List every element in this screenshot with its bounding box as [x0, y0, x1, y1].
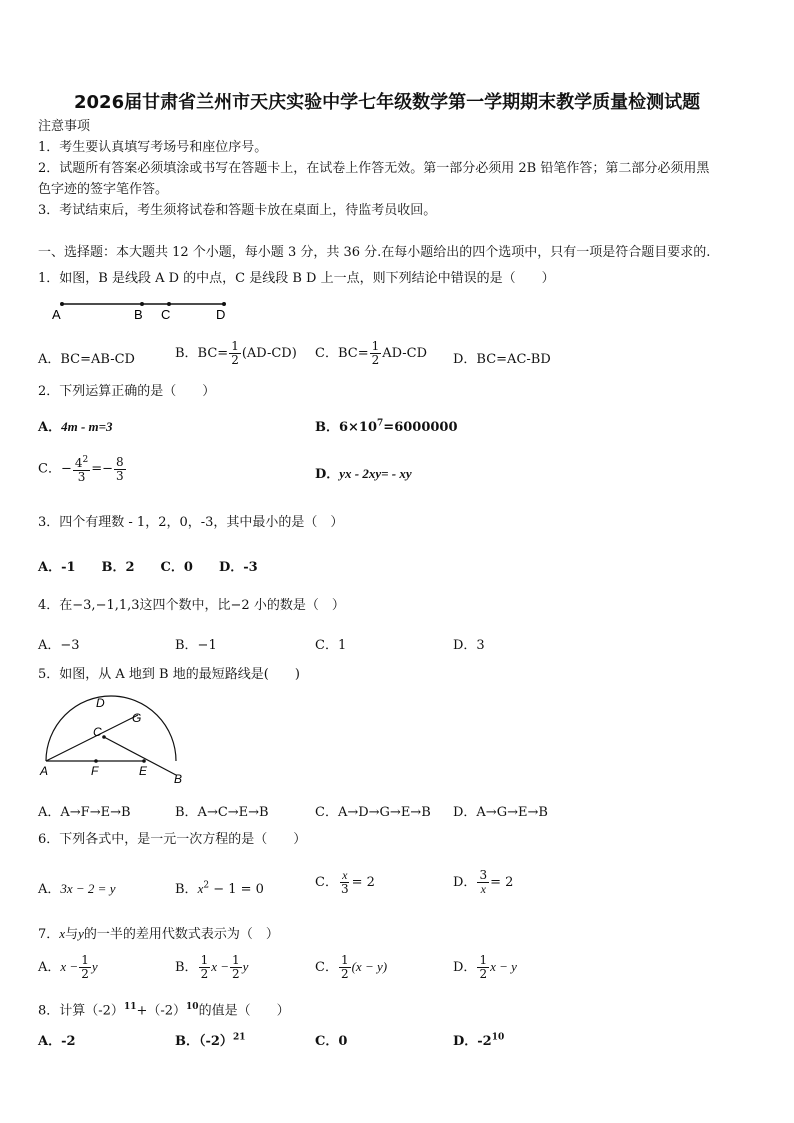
q7-option-d: D． $\frac{1}{2}$ x − y — [453, 953, 517, 981]
question-4-stem: 4．在−3,−1,1,3这四个数中，比−2 小的数是（ ） — [38, 598, 345, 613]
question-2-stem: 2．下列运算正确的是（ ） — [38, 384, 216, 399]
q8-option-d: D．$-2^{10}$ — [453, 1032, 505, 1049]
q5-option-b: B．A→C→E→B — [175, 805, 269, 820]
q4-option-b: B．−1 — [175, 638, 217, 653]
q8-option-a: A．-2 — [38, 1034, 76, 1049]
q2-option-d: D．yx - 2xy= - xy — [315, 466, 412, 482]
q8-option-b: B．$(-2)^{21}$ — [175, 1032, 246, 1049]
q1-option-a: A．BC=AB-CD — [38, 352, 135, 367]
semicircle-route-diagram — [36, 695, 196, 787]
point-label-g: G — [132, 711, 142, 725]
page-title: 2026届甘肃省兰州市天庆实验中学七年级数学第一学期期末教学质量检测试题 — [74, 92, 701, 113]
point-label-b: B — [174, 772, 183, 786]
q5-option-d: D．A→G→E→B — [453, 805, 548, 820]
section-heading: 一、选择题：本大题共 12 个小题，每小题 3 分，共 36 分.在每小题给出的四个选项中，只有一项是符合题目要求的. — [38, 245, 711, 260]
q7-option-a: A．x − $\frac{1}{2}$ y — [38, 953, 98, 981]
notice-item-2-cont: 色字迹的签字笔作答。 — [38, 182, 169, 197]
point-label-b: B — [134, 307, 143, 322]
question-5-stem: 5．如图，从 A 地到 B 地的最短路线是( ) — [38, 667, 300, 682]
question-3-stem: 3．四个有理数 - 1，2，0，-3，其中最小的是（ ） — [38, 515, 344, 530]
point-label-d: D — [216, 307, 226, 322]
q1-option-b: B．BC= $\frac{1}{2}$ (AD-CD) — [175, 339, 297, 367]
point-label-f: F — [91, 764, 99, 778]
point-label-e: E — [139, 764, 148, 778]
notice-item-1: 1．考生要认真填写考场号和座位序号。 — [38, 140, 268, 155]
q6-option-b: B．$x^2 - 1 = 0$ — [175, 880, 264, 897]
point-label-c: C — [161, 307, 171, 322]
question-8-stem: 8．计算$(-2)^{11}+(-2)^{10}$的值是（ ） — [38, 1002, 290, 1019]
point-label-d: D — [96, 696, 105, 710]
q4-option-a: A．−3 — [38, 638, 80, 653]
q8-option-c: C．0 — [315, 1034, 348, 1049]
q3-options: A．-1 B．2 C．0 D．-3 — [38, 560, 258, 575]
q6-option-d: D． $\frac{3}{x}$ = 2 — [453, 868, 514, 896]
q1-option-c: C．BC= $\frac{1}{2}$ AD-CD — [315, 339, 428, 367]
q7-option-b: B． $\frac{1}{2}$ x − $\frac{1}{2}$ y — [175, 953, 249, 981]
q7-option-c: C． $\frac{1}{2}$ (x − y) — [315, 953, 388, 981]
notice-heading: 注意事项 — [38, 119, 91, 134]
q5-option-c: C．A→D→G→E→B — [315, 805, 431, 820]
q2-option-c: C．− $\frac{4^2}{3}$ =− $\frac{8}{3}$ — [38, 454, 124, 484]
q5-option-a: A．A→F→E→B — [38, 805, 131, 820]
q4-option-c: C．1 — [315, 638, 347, 653]
q6-option-c: C． $\frac{x}{3}$ = 2 — [315, 868, 375, 896]
point-label-a: A — [52, 307, 61, 322]
q6-option-a: A．3x − 2 = y — [38, 881, 116, 897]
notice-item-3: 3．考试结束后，考生须将试卷和答题卡放在桌面上，待监考员收回。 — [38, 203, 437, 218]
notice-item-2: 2．试题所有答案必须填涂或书写在答题卡上，在试卷上作答无效。第一部分必须用 2B 铅笔作答；第二部分必须用黑 — [38, 161, 710, 176]
question-7-stem: 7．x与y的一半的差用代数式表示为（ ） — [38, 926, 279, 942]
point-label-c: C — [93, 725, 102, 739]
line-segment-diagram — [44, 296, 244, 322]
q2-option-a: A．4m - m=3 — [38, 419, 113, 435]
question-6-stem: 6．下列各式中，是一元一次方程的是（ ） — [38, 832, 307, 847]
q4-option-d: D．3 — [453, 638, 485, 653]
q2-option-b: B．$6\times 10^7=6000000$ — [315, 418, 458, 435]
question-1-stem: 1．如图，B 是线段 A D 的中点，C 是线段 B D 上一点，则下列结论中错误的是（ ） — [38, 271, 555, 286]
point-label-a: A — [40, 764, 49, 778]
q1-option-d: D．BC=AC-BD — [453, 352, 551, 367]
